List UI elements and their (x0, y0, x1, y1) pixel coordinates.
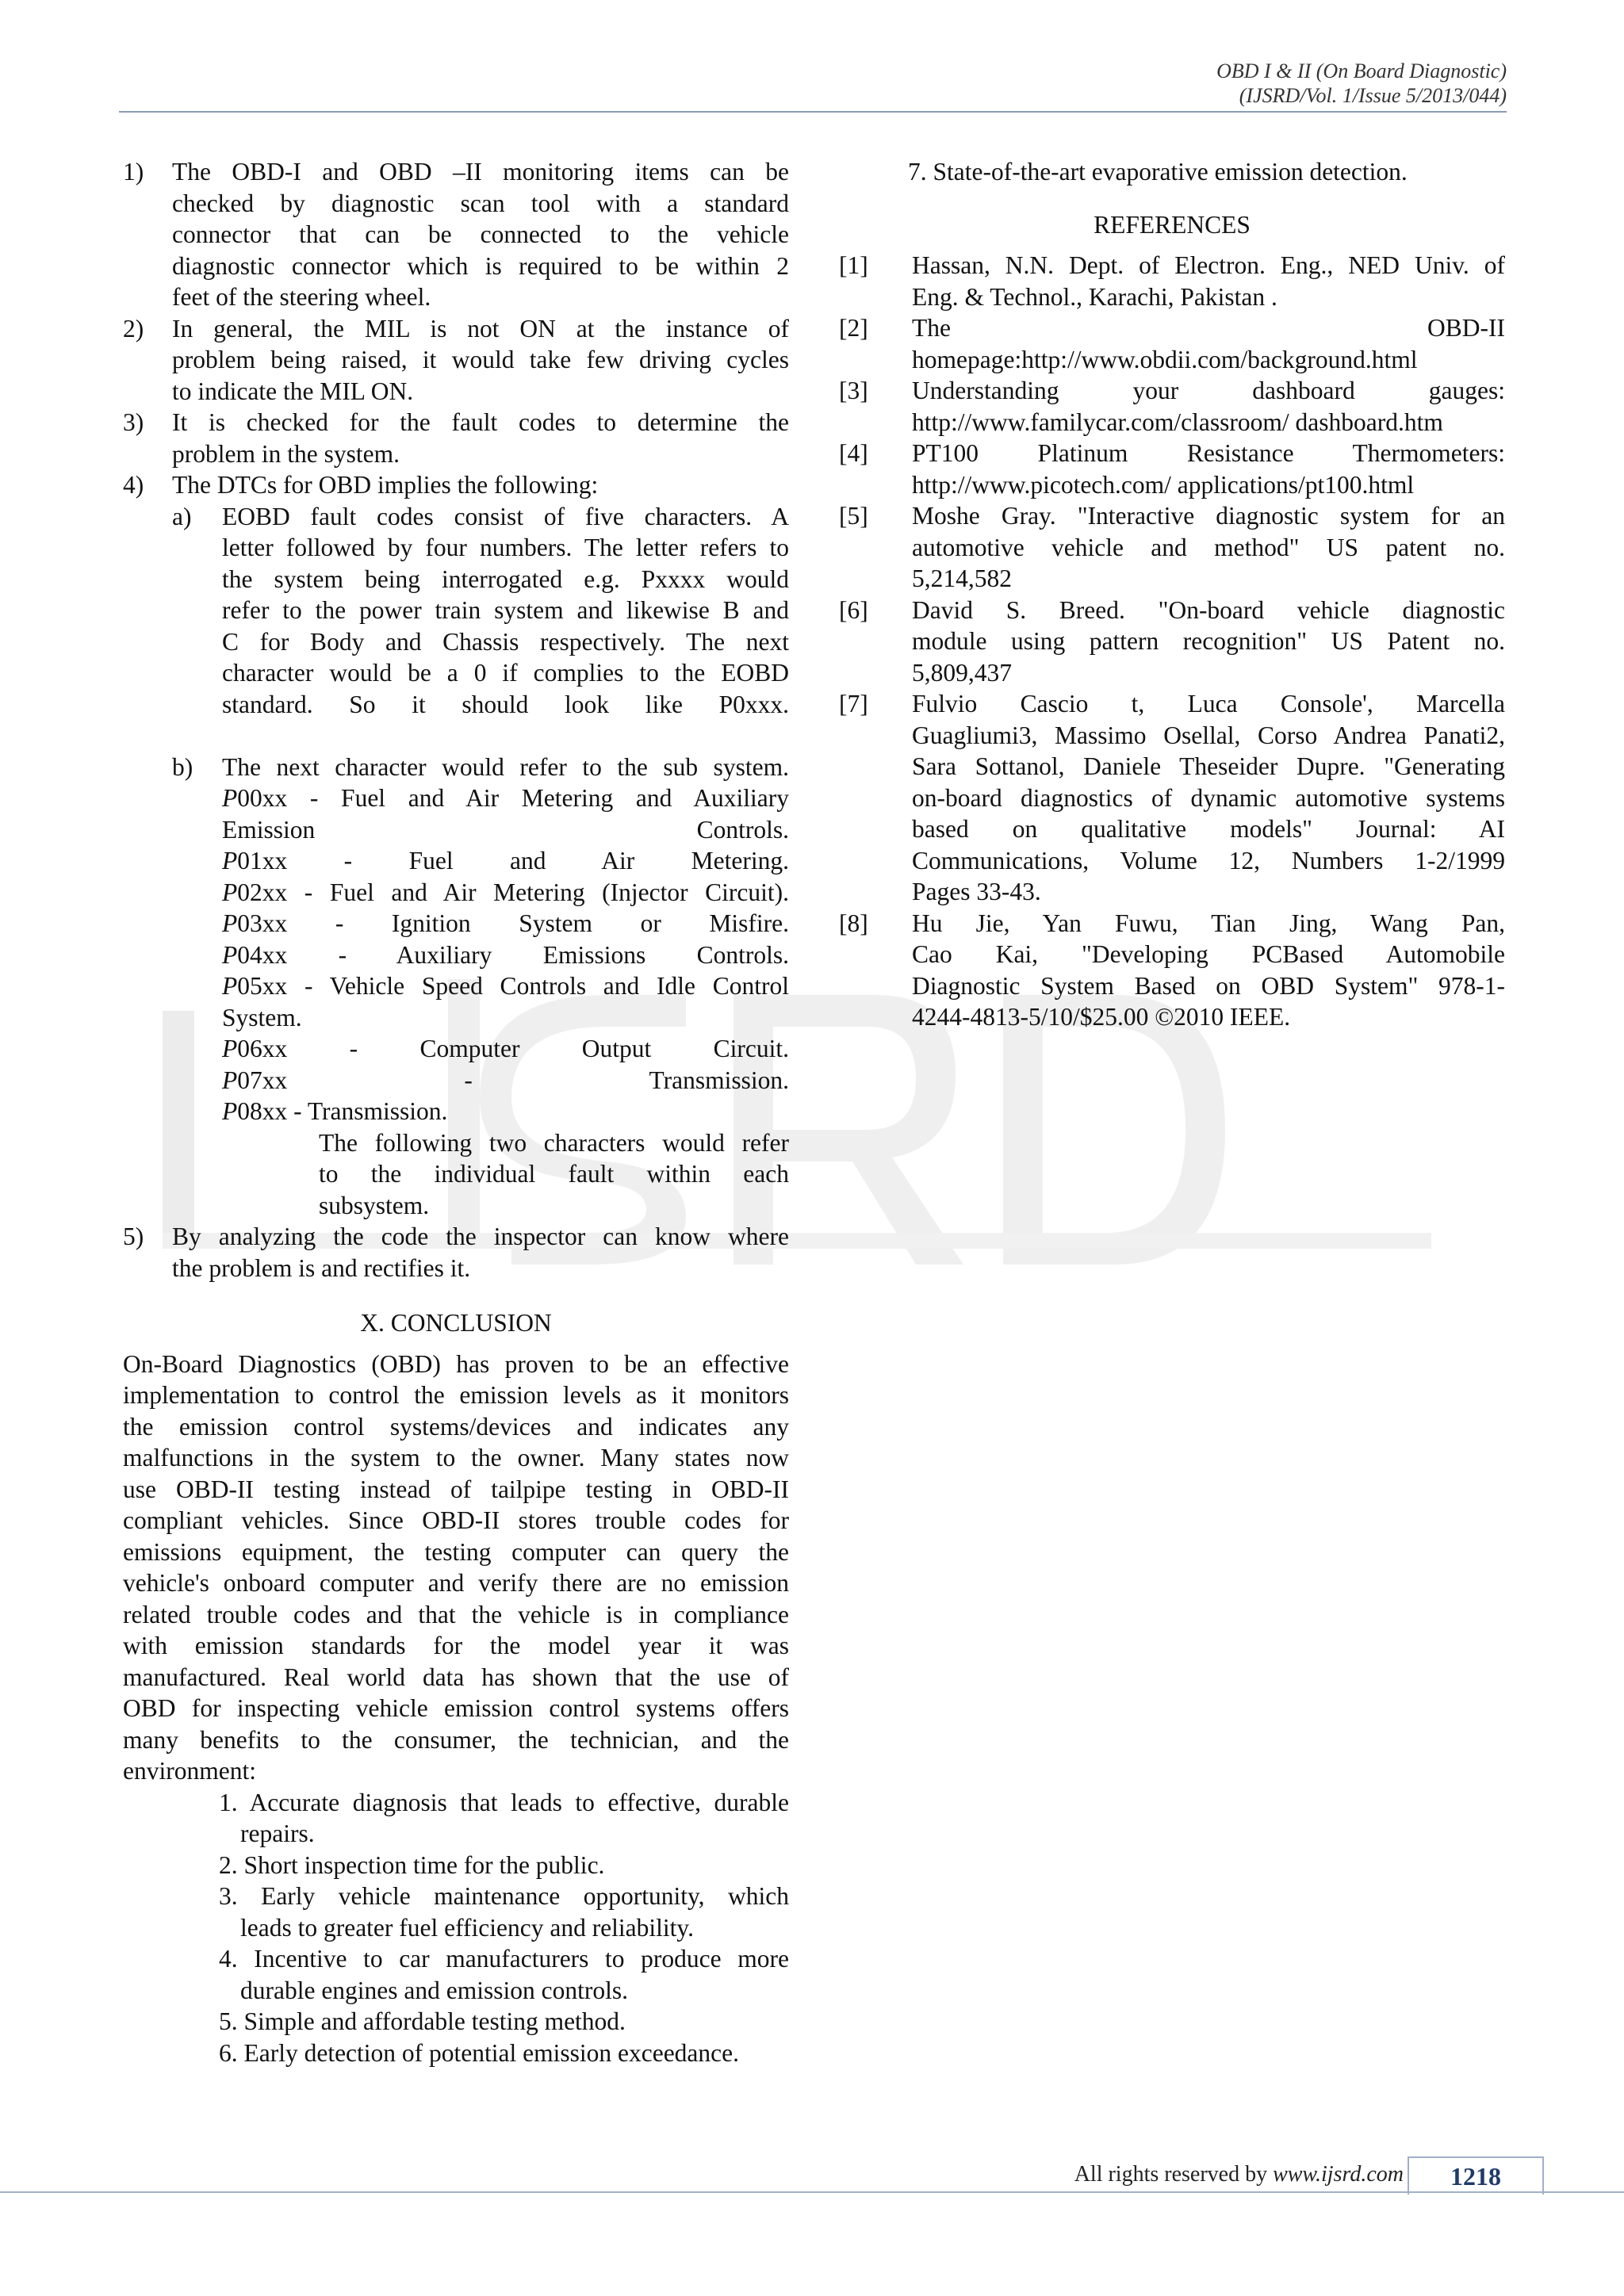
text-line: 4244-4813-5/10/$25.00 ©2010 IEEE. (912, 1003, 1291, 1031)
text-line: Eng. & Technol., Karachi, Pakistan . (912, 282, 1277, 311)
references-heading: REFERENCES (1094, 210, 1251, 239)
benefit-item: 7. State-of-the-art evaporative emission detection. (908, 158, 1408, 186)
reference-number: [3] (839, 377, 868, 404)
text-line: By analyzing the code the inspector can know where (172, 1223, 789, 1250)
text-line: The OBD-II (912, 314, 1505, 342)
text-line: diagnostic connector which is required to be within 2 (172, 251, 789, 280)
footer-site-link[interactable]: www.ijsrd.com (1273, 2162, 1404, 2187)
code-prefix: P (222, 1066, 238, 1094)
running-header (1216, 59, 1507, 108)
list-item-2 (123, 313, 789, 408)
header-issue: (IJSRD/Vol. 1/Issue 5/2013/044) (1239, 84, 1507, 107)
text-line: Pages 33-43. (912, 878, 1041, 905)
right-column (839, 156, 1505, 1033)
code-line (222, 970, 789, 1002)
text-line: connector that can be connected to the vehicle (172, 220, 789, 248)
header-rule (119, 111, 1507, 113)
text-line: durable engines and emission controls. (240, 1976, 629, 2004)
benefit-item (123, 1881, 789, 1943)
text-line: Hu Jie, Yan Fuwu, Tian Jing, Wang Pan, (912, 909, 1505, 937)
code-desc: 07xx - Transmission. (237, 1066, 789, 1094)
text-line: The OBD-I and OBD –II monitoring items can be (172, 158, 789, 186)
reference-number: [8] (839, 909, 868, 937)
text-line: http://www.picotech.com/ applications/pt100.html (912, 470, 1415, 499)
reference-number: [7] (839, 690, 868, 718)
text-line: use OBD-II testing instead of tailpipe testing in OBD-II (123, 1475, 789, 1503)
list-letter: b) (172, 752, 193, 781)
reference-2 (839, 312, 1505, 375)
reference-7 (839, 688, 1505, 908)
benefit-item (123, 1943, 789, 2006)
reference-number: [2] (839, 314, 868, 342)
code-prefix: P (222, 972, 238, 1000)
text-line: 1. Accurate diagnosis that leads to effective, durable (219, 1788, 789, 1816)
code-desc: 08xx - Transmission. (237, 1097, 448, 1125)
text-line: The next character would refer to the sub system. (222, 752, 789, 781)
text-line: C for Body and Chassis respectively. The next (222, 627, 789, 656)
text-line: Understanding your dashboard gauges: (912, 377, 1505, 404)
code-desc: 03xx - Ignition System or Misfire. (237, 909, 789, 937)
header-title: OBD I & II (On Board Diagnostic) (1216, 59, 1507, 82)
text-line: letter followed by four numbers. The letter refers to (222, 534, 789, 561)
text-line: feet of the steering wheel. (172, 283, 431, 311)
code-line (222, 1096, 789, 1127)
code-line (222, 783, 789, 814)
text-line: malfunctions in the system to the owner. Many states now (123, 1444, 789, 1471)
list-item-1 (123, 156, 789, 313)
text-line: homepage:http://www.obdii.com/background.html (912, 345, 1418, 373)
text-line: with emission standards for the model year it was (123, 1632, 789, 1659)
code-line (222, 877, 789, 909)
text-line: http://www.familycar.com/classroom/ dashboard.htm (912, 408, 1443, 436)
reference-number: [4] (839, 439, 868, 467)
text-line: leads to greater fuel efficiency and reliability. (240, 1913, 694, 1942)
text-line: EOBD fault codes consist of five characters. A (222, 502, 789, 530)
text-line: Moshe Gray. "Interactive diagnostic system for an (912, 502, 1505, 530)
text-line: 2. Short inspection time for the public. (219, 1850, 605, 1879)
footer-rule (0, 2191, 1624, 2193)
text-line: PT100 Platinum Resistance Thermometers: (912, 439, 1505, 467)
text-line: Hassan, N.N. Dept. of Electron. Eng., NED Univ. of (912, 251, 1505, 279)
footer-rights-text: All rights reserved by (1074, 2162, 1274, 2187)
code-prefix: P (222, 909, 238, 937)
text-line: It is checked for the fault codes to determine the (172, 408, 789, 436)
code-line (222, 939, 789, 971)
code-prefix: P (222, 784, 238, 812)
text-line: manufactured. Real world data has shown that the use of (123, 1663, 789, 1691)
list-item-4 (123, 469, 789, 501)
list-item-4a (123, 501, 789, 721)
text-line: 5. Simple and affordable testing method. (219, 2007, 626, 2035)
conclusion-heading: X. CONCLUSION (360, 1309, 552, 1337)
text-line: to indicate the MIL ON. (172, 377, 414, 405)
code-line (222, 1065, 789, 1096)
page-number: 1218 (1408, 2156, 1544, 2195)
text-line: related trouble codes and that the vehicle is in compliance (123, 1600, 789, 1628)
benefit-item (123, 2038, 789, 2069)
code-line (222, 814, 789, 846)
reference-6 (839, 595, 1505, 689)
text-line: to the individual fault within each (319, 1160, 789, 1188)
text-line: the system being interrogated e.g. Pxxxx would (222, 564, 789, 593)
text-line: Diagnostic System Based on OBD System" 978-1- (912, 971, 1505, 1000)
text-line: vehicle's onboard computer and verify there are no emission (123, 1569, 789, 1597)
text-line: In general, the MIL is not ON at the instance of (172, 314, 789, 342)
text-line: David S. Breed. "On-board vehicle diagnostic (912, 595, 1505, 624)
text-line: the problem is and rectifies it. (172, 1253, 471, 1282)
code-prefix: P (222, 1035, 238, 1062)
benefit-item (123, 1850, 789, 1881)
text-line: repairs. (240, 1820, 315, 1847)
reference-number: [6] (839, 595, 868, 624)
code-prefix: P (222, 1097, 238, 1125)
text-line: the emission control systems/devices and indicates any (123, 1412, 789, 1441)
text-line: compliant vehicles. Since OBD-II stores trouble codes for (123, 1506, 789, 1534)
code-desc: 04xx - Auxiliary Emissions Controls. (237, 940, 789, 969)
text-line: 5,809,437 (912, 658, 1012, 687)
text-line: Fulvio Cascio t, Luca Console', Marcella (912, 690, 1505, 718)
text-line: automotive vehicle and method" US patent no. (912, 533, 1505, 561)
text-line: module using pattern recognition" US Patent no. (912, 627, 1505, 655)
text-line: refer to the power train system and likewise B and (222, 596, 789, 624)
left-column (123, 156, 789, 2068)
text-line: emissions equipment, the testing computer can query the (123, 1537, 789, 1566)
code-desc: 00xx - Fuel and Air Metering and Auxiliary (237, 784, 789, 812)
reference-5 (839, 500, 1505, 595)
code-desc: 05xx - Vehicle Speed Controls and Idle Control (237, 972, 789, 1000)
text-line: on-board diagnostics of dynamic automotive systems (912, 783, 1505, 812)
text-line: On-Board Diagnostics (OBD) has proven to be an effective (123, 1349, 789, 1378)
benefit-item (123, 2006, 789, 2038)
list-number: 3) (123, 408, 144, 436)
benefit-item (123, 1787, 789, 1850)
text-line: subsystem. (319, 1191, 430, 1219)
code-prefix: P (222, 878, 238, 906)
list-number: 5) (123, 1223, 144, 1250)
text-line: problem being raised, it would take few driving cycles (172, 346, 789, 373)
reference-number: [1] (839, 251, 868, 279)
text-line: The following two characters would refer (319, 1128, 789, 1157)
text-line: Communications, Volume 12, Numbers 1-2/1999 (912, 846, 1505, 874)
text-line: Sara Sottanol, Daniele Theseider Dupre. "Generating (912, 752, 1505, 780)
code-line (222, 845, 789, 877)
list-item-5 (123, 1221, 789, 1284)
text-line: 3. Early vehicle maintenance opportunity, which (219, 1882, 789, 1910)
code-line (222, 1002, 789, 1034)
benefits-list (123, 1787, 789, 2069)
code-desc: 06xx - Computer Output Circuit. (237, 1035, 789, 1062)
text-line: The DTCs for OBD implies the following: (172, 471, 599, 499)
code-prefix: P (222, 940, 238, 969)
text-line: implementation to control the emission levels as it monitors (123, 1381, 789, 1409)
text-line: standard. So it should look like P0xxx. (222, 690, 789, 718)
text-line: based on qualitative models" Journal: AI (912, 815, 1505, 843)
code-desc: System. (222, 1003, 302, 1031)
list-number: 1) (123, 158, 144, 186)
list-letter: a) (172, 502, 192, 530)
text-line: environment: (123, 1757, 256, 1785)
text-line: character would be a 0 if complies to the EOBD (222, 659, 789, 687)
text-line: 4. Incentive to car manufacturers to produce more (219, 1945, 789, 1973)
text-line: OBD for inspecting vehicle emission control systems offers (123, 1694, 789, 1722)
reference-8 (839, 908, 1505, 1033)
code-prefix: P (222, 847, 238, 874)
reference-1 (839, 250, 1505, 312)
text-line: Cao Kai, "Developing PCBased Automobile (912, 940, 1505, 968)
text-line: 5,214,582 (912, 564, 1012, 592)
reference-4 (839, 438, 1505, 500)
text-line: Guagliumi3, Massimo Osellal, Corso Andrea Panati2, (912, 721, 1505, 749)
footer-rights (1074, 2162, 1404, 2187)
list-item-3 (123, 407, 789, 469)
reference-number: [5] (839, 502, 868, 530)
code-desc: 01xx - Fuel and Air Metering. (237, 847, 789, 874)
conclusion-paragraph (123, 1349, 789, 1787)
reference-3 (839, 375, 1505, 438)
list-number: 2) (123, 314, 144, 342)
text-line: 6. Early detection of potential emission exceedance. (219, 2038, 739, 2067)
code-desc: 02xx - Fuel and Air Metering (Injector Circuit). (237, 878, 789, 906)
subsystem-note (123, 1127, 789, 1222)
text-line: many benefits to the consumer, the technician, and the (123, 1725, 789, 1754)
code-line (222, 1033, 789, 1065)
code-line (222, 908, 789, 939)
list-item-4b (123, 752, 789, 1127)
code-desc: Emission Controls. (222, 815, 789, 844)
text-line: checked by diagnostic scan tool with a standard (172, 189, 789, 217)
list-number: 4) (123, 471, 144, 499)
text-line: problem in the system. (172, 439, 400, 468)
